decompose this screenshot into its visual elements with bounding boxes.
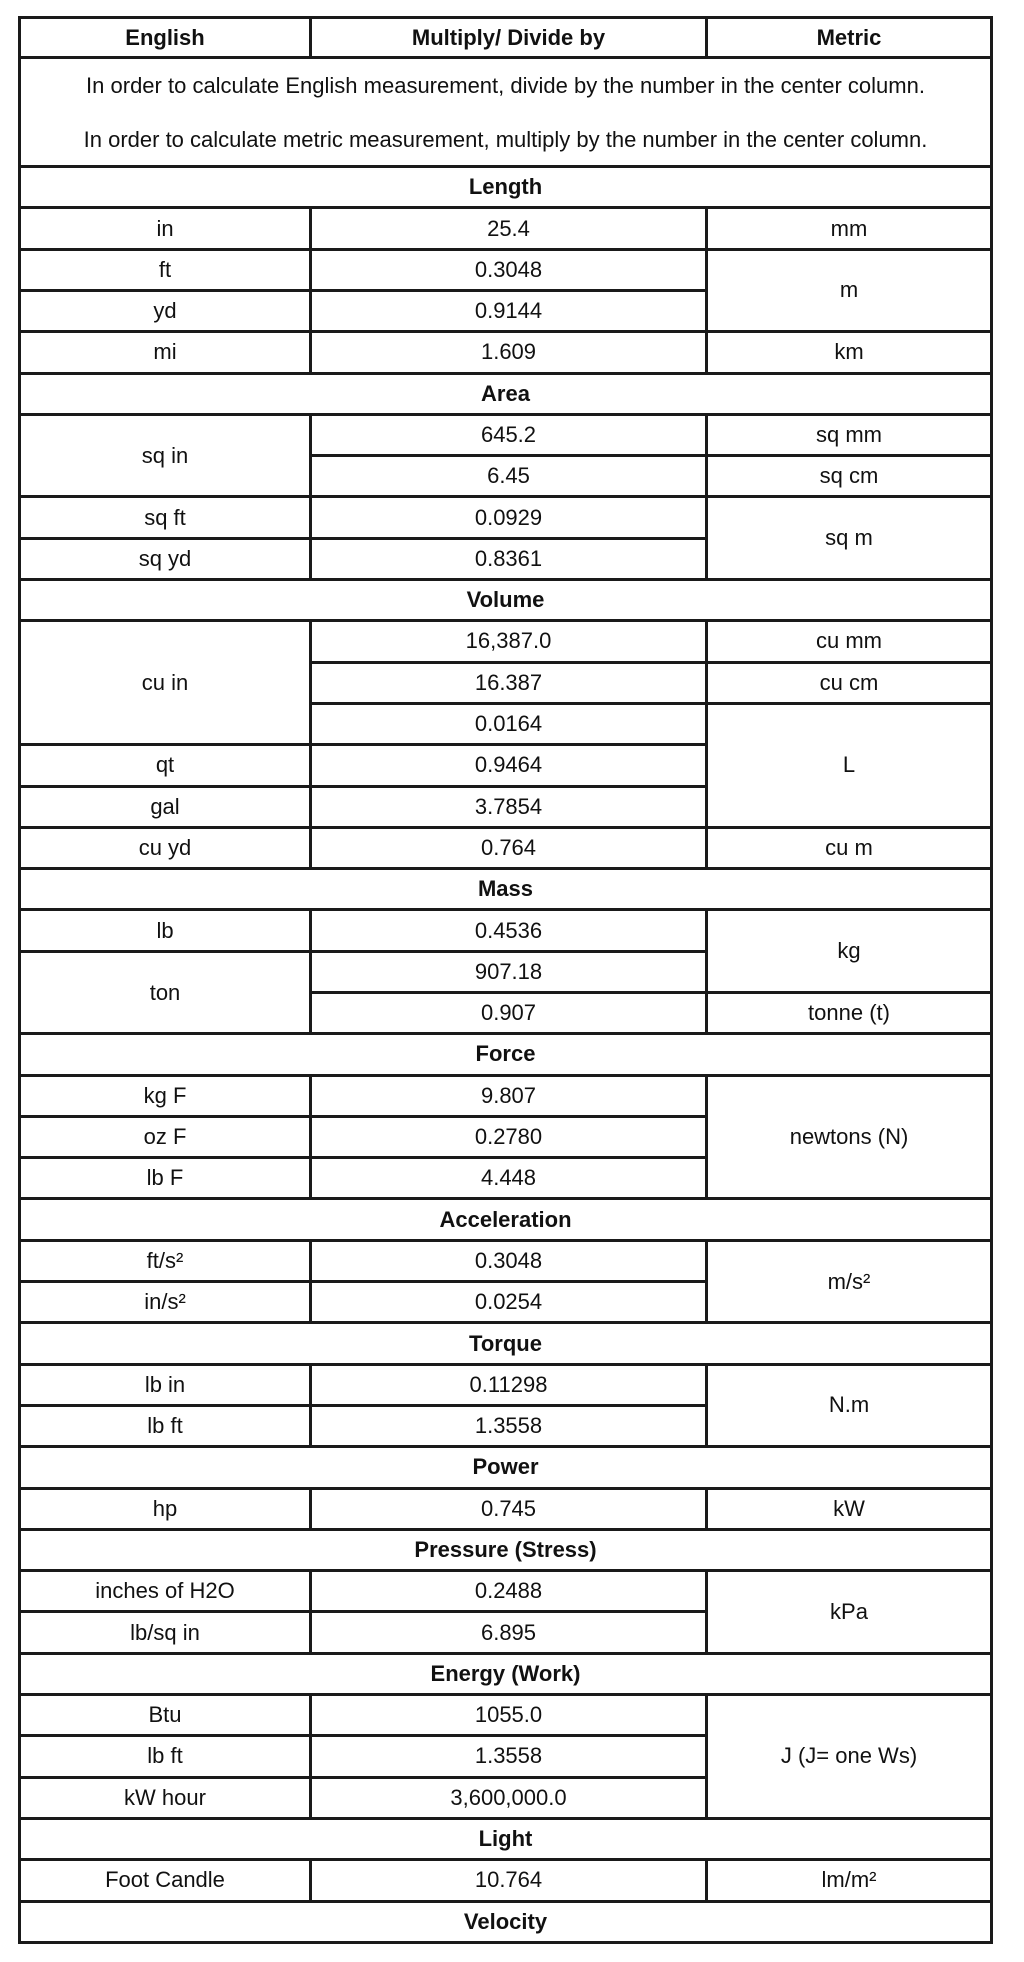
- english-unit: ft/s²: [20, 1240, 311, 1281]
- section-row-power: [20, 1447, 992, 1488]
- section-title-pressure: Pressure (Stress): [20, 1529, 992, 1570]
- conversion-factor: 0.745: [311, 1488, 707, 1529]
- english-unit: lb in: [20, 1364, 311, 1405]
- english-unit: in: [20, 208, 311, 249]
- section-row-length: [20, 167, 992, 208]
- metric-unit: tonne (t): [707, 993, 992, 1034]
- table-row: [20, 414, 992, 455]
- conversion-factor: 0.764: [311, 827, 707, 868]
- english-unit: ft: [20, 249, 311, 290]
- instruction-english: In order to calculate English measurement, divide by the number in the center column.: [86, 72, 925, 98]
- english-unit: ton: [20, 951, 311, 1034]
- english-unit: kg F: [20, 1075, 311, 1116]
- metric-unit: sq mm: [707, 414, 992, 455]
- section-title-force: Force: [20, 1034, 992, 1075]
- conversion-factor: 6.45: [311, 456, 707, 497]
- table-row: [20, 1695, 992, 1736]
- conversion-table: [18, 16, 993, 1944]
- conversion-factor: 9.807: [311, 1075, 707, 1116]
- table-row: [20, 249, 992, 290]
- conversion-factor: 0.11298: [311, 1364, 707, 1405]
- section-title-mass: Mass: [20, 869, 992, 910]
- instruction-metric: In order to calculate metric measurement, multiply by the number in the center column.: [83, 126, 928, 152]
- conversion-factor: 0.907: [311, 993, 707, 1034]
- conversion-factor: 0.9464: [311, 745, 707, 786]
- conversion-factor: 0.0164: [311, 703, 707, 744]
- english-unit: kW hour: [20, 1777, 311, 1818]
- section-row-force: [20, 1034, 992, 1075]
- metric-unit: sq cm: [707, 456, 992, 497]
- conversion-factor: 3,600,000.0: [311, 1777, 707, 1818]
- english-unit: sq in: [20, 414, 311, 497]
- conversion-factor: 1055.0: [311, 1695, 707, 1736]
- english-unit: lb F: [20, 1158, 311, 1199]
- english-unit: cu yd: [20, 827, 311, 868]
- english-unit: oz F: [20, 1116, 311, 1157]
- english-unit: lb/sq in: [20, 1612, 311, 1653]
- header-factor: Multiply/ Divide by: [311, 18, 707, 58]
- metric-unit: kg: [707, 910, 992, 993]
- section-row-pressure: [20, 1529, 992, 1570]
- metric-unit: kW: [707, 1488, 992, 1529]
- metric-unit: L: [707, 703, 992, 827]
- metric-unit: cu cm: [707, 662, 992, 703]
- table-row: [20, 621, 992, 662]
- section-title-length: Length: [20, 167, 992, 208]
- english-unit: gal: [20, 786, 311, 827]
- header-row: [20, 18, 992, 58]
- conversion-factor: 0.0254: [311, 1282, 707, 1323]
- english-unit: Btu: [20, 1695, 311, 1736]
- conversion-factor: 0.3048: [311, 249, 707, 290]
- conversion-factor: 645.2: [311, 414, 707, 455]
- section-row-light: [20, 1818, 992, 1859]
- conversion-factor: 16,387.0: [311, 621, 707, 662]
- english-unit: sq ft: [20, 497, 311, 538]
- table-row: [20, 1488, 992, 1529]
- metric-unit: m: [707, 249, 992, 332]
- english-unit: mi: [20, 332, 311, 373]
- conversion-factor: 0.0929: [311, 497, 707, 538]
- conversion-factor: 0.2780: [311, 1116, 707, 1157]
- conversion-factor: 0.4536: [311, 910, 707, 951]
- english-unit: Foot Candle: [20, 1860, 311, 1901]
- metric-unit: m/s²: [707, 1240, 992, 1323]
- english-unit: lb ft: [20, 1405, 311, 1446]
- english-unit: sq yd: [20, 538, 311, 579]
- section-row-acceleration: [20, 1199, 992, 1240]
- english-unit: lb: [20, 910, 311, 951]
- section-row-mass: [20, 869, 992, 910]
- section-row-velocity: [20, 1901, 992, 1942]
- conversion-factor: 4.448: [311, 1158, 707, 1199]
- metric-unit: kPa: [707, 1571, 992, 1654]
- table-row: [20, 332, 992, 373]
- english-unit: yd: [20, 290, 311, 331]
- english-unit: in/s²: [20, 1282, 311, 1323]
- header-english: English: [20, 18, 311, 58]
- section-row-torque: [20, 1323, 992, 1364]
- conversion-factor: 6.895: [311, 1612, 707, 1653]
- metric-unit: cu m: [707, 827, 992, 868]
- section-title-acceleration: Acceleration: [20, 1199, 992, 1240]
- table-row: [20, 1571, 992, 1612]
- conversion-factor: 907.18: [311, 951, 707, 992]
- conversion-factor: 0.8361: [311, 538, 707, 579]
- english-unit: qt: [20, 745, 311, 786]
- section-title-velocity: Velocity: [20, 1901, 992, 1942]
- conversion-factor: 1.609: [311, 332, 707, 373]
- conversion-factor: 16.387: [311, 662, 707, 703]
- section-title-torque: Torque: [20, 1323, 992, 1364]
- metric-unit: N.m: [707, 1364, 992, 1447]
- instructions-cell: [20, 58, 992, 167]
- table-row: [20, 1075, 992, 1116]
- table-row: [20, 827, 992, 868]
- metric-unit: km: [707, 332, 992, 373]
- conversion-factor: 3.7854: [311, 786, 707, 827]
- table-row: [20, 1240, 992, 1281]
- conversion-factor: 1.3558: [311, 1736, 707, 1777]
- metric-unit: lm/m²: [707, 1860, 992, 1901]
- metric-unit: mm: [707, 208, 992, 249]
- conversion-factor: 0.9144: [311, 290, 707, 331]
- section-title-energy: Energy (Work): [20, 1653, 992, 1694]
- english-unit: inches of H2O: [20, 1571, 311, 1612]
- section-title-power: Power: [20, 1447, 992, 1488]
- metric-unit: cu mm: [707, 621, 992, 662]
- section-title-light: Light: [20, 1818, 992, 1859]
- conversion-factor: 10.764: [311, 1860, 707, 1901]
- metric-unit: sq m: [707, 497, 992, 580]
- conversion-factor: 0.3048: [311, 1240, 707, 1281]
- table-row: [20, 910, 992, 951]
- table-row: [20, 208, 992, 249]
- english-unit: hp: [20, 1488, 311, 1529]
- english-unit: cu in: [20, 621, 311, 745]
- table-row: [20, 497, 992, 538]
- conversion-factor: 0.2488: [311, 1571, 707, 1612]
- header-metric: Metric: [707, 18, 992, 58]
- table-row: [20, 1860, 992, 1901]
- metric-unit: J (J= one Ws): [707, 1695, 992, 1819]
- section-title-area: Area: [20, 373, 992, 414]
- conversion-factor: 1.3558: [311, 1405, 707, 1446]
- section-row-area: [20, 373, 992, 414]
- section-title-volume: Volume: [20, 580, 992, 621]
- metric-unit: newtons (N): [707, 1075, 992, 1199]
- conversion-factor: 25.4: [311, 208, 707, 249]
- table-row: [20, 1364, 992, 1405]
- section-row-volume: [20, 580, 992, 621]
- section-row-energy: [20, 1653, 992, 1694]
- instructions-row: [20, 58, 992, 167]
- english-unit: lb ft: [20, 1736, 311, 1777]
